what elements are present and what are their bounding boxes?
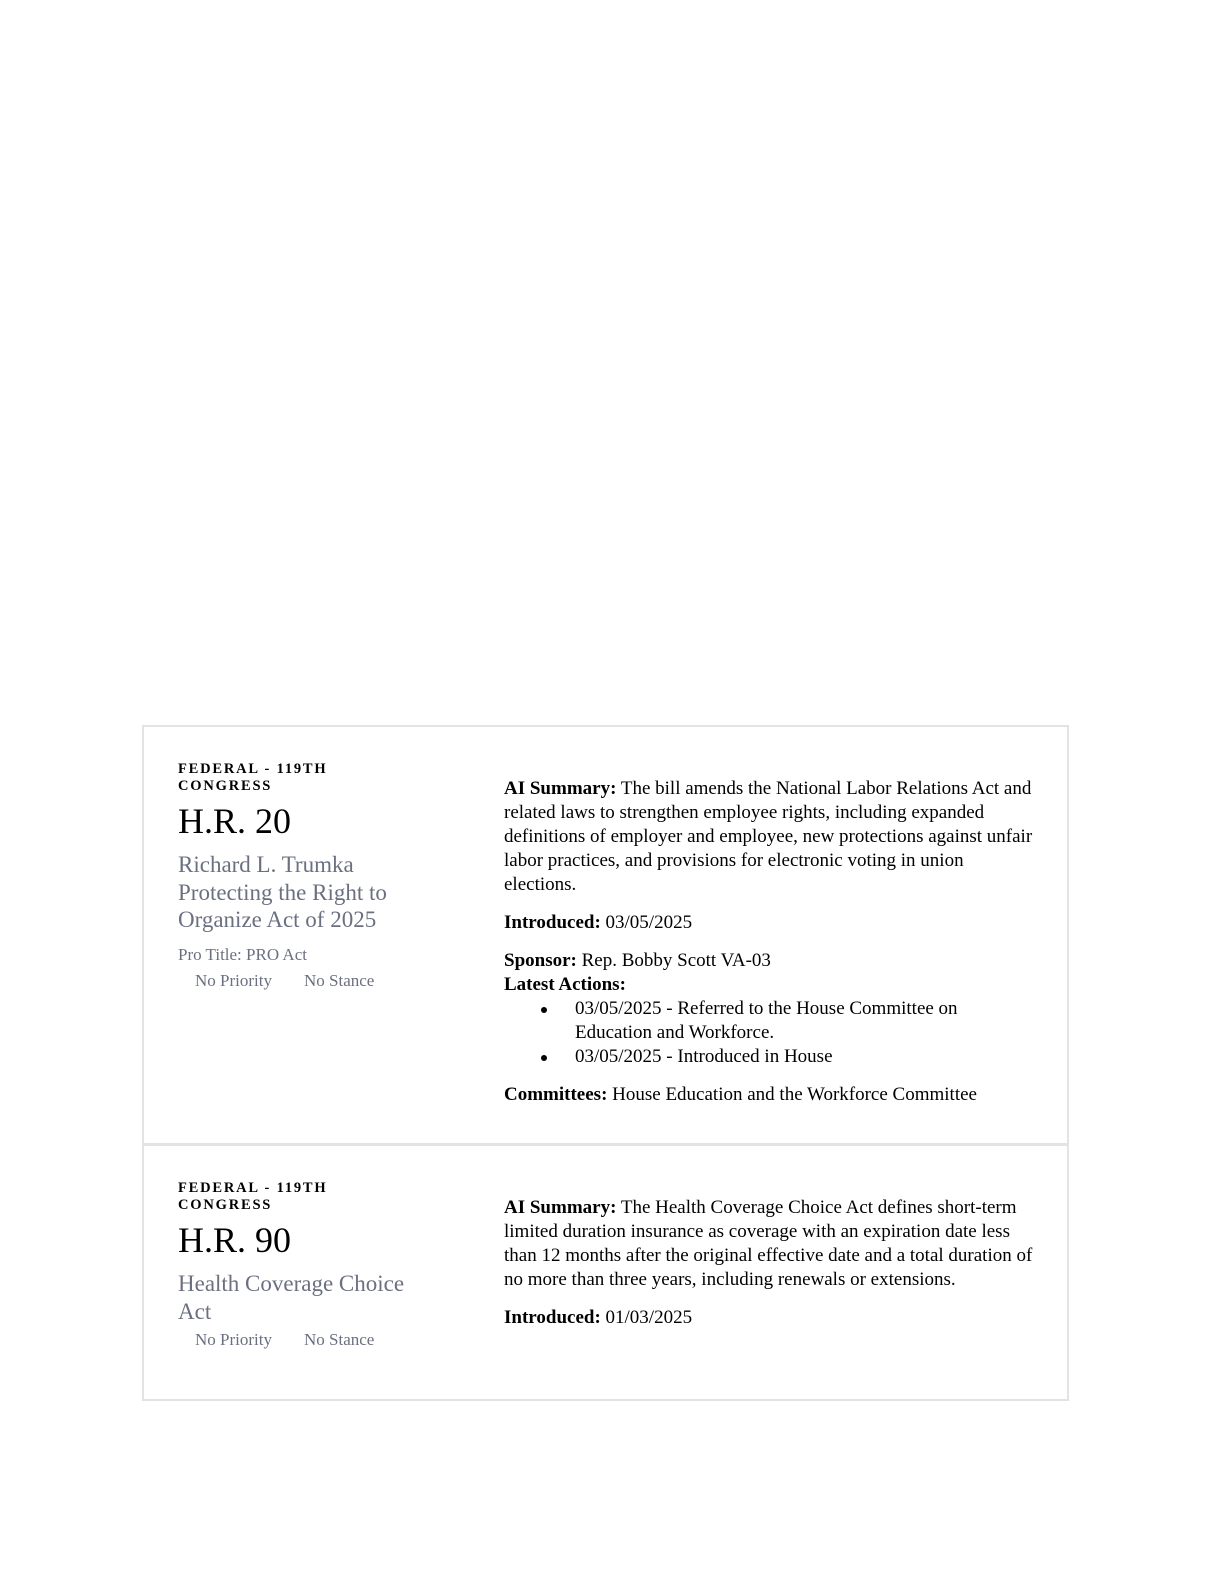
bill-number: H.R. 90 [178,1220,292,1260]
ai-summary [504,1196,1034,1292]
ai-summary [504,777,1034,897]
bill-row [144,727,1067,1143]
latest-action-item: 03/05/2025 - Referred to the House Committee on Education and Workforce. [504,997,1034,1045]
jurisdiction-label: FEDERAL - 119TH CONGRESS [178,1180,328,1213]
bill-row [144,1143,1067,1399]
bill-details [504,1196,1034,1330]
introduced-date [504,1306,1034,1330]
sponsor [504,949,1034,973]
committees-label: Committees: [504,1084,608,1105]
ai-summary-label: AI Summary: [504,1197,617,1218]
pro-title: Pro Title: PRO Act [178,944,307,964]
latest-actions-heading [504,973,1034,997]
latest-actions-list [504,997,1034,1069]
latest-actions-label: Latest Actions: [504,974,626,995]
priority-label: No Priority [195,970,272,990]
ai-summary-text: The bill amends the National Labor Relations Act and related laws to strengthen employee rights, including expanded definitions of employer and employee, new protections against unfair labor practices, and provisions for electronic voting in union elections. [504,778,1033,895]
bill-header [178,1180,438,1350]
sponsor-label: Sponsor: [504,950,577,971]
committees-value: House Education and the Workforce Committee [612,1084,977,1105]
bill-details [504,777,1034,1107]
introduced-label: Introduced: [504,912,601,933]
introduced-date [504,911,1034,935]
latest-action-item: 03/05/2025 - Introduced in House [504,1045,1034,1069]
introduced-value: 03/05/2025 [605,912,693,933]
bill-number: H.R. 20 [178,801,292,841]
bill-table [142,725,1069,1401]
stance-label: No Stance [303,970,375,990]
sponsor-value: Rep. Bobby Scott VA-03 [581,950,771,971]
introduced-label: Introduced: [504,1307,601,1328]
jurisdiction-label: FEDERAL - 119TH CONGRESS [178,761,328,794]
priority-label: No Priority [195,1330,272,1349]
introduced-value: 01/03/2025 [605,1307,693,1328]
ai-summary-text: The Health Coverage Choice Act defines short-term limited duration insurance as coverage with an expiration date less than 12 months after the original effective date and a total duration of no more than three years, including renewals or extensions. [504,1197,1033,1290]
committees [504,1083,1034,1107]
ai-summary-label: AI Summary: [504,778,617,799]
bill-meta [178,970,438,991]
bill-meta [178,1329,438,1350]
bill-title: Health Coverage Choice Act [178,1271,405,1324]
stance-label: No Stance [303,1330,375,1349]
bill-title: Richard L. Trumka Protecting the Right to Organize Act of 2025 [178,852,387,932]
bill-header [178,761,438,991]
